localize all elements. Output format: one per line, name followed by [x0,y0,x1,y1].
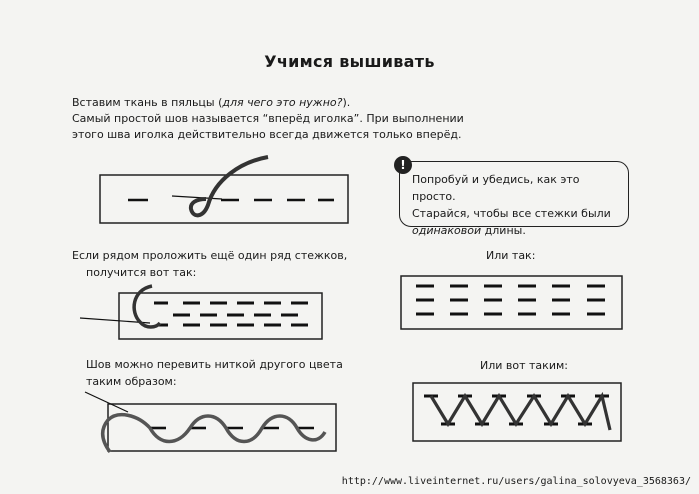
intro-line-1-start: Вставим ткань в пяльцы ( [72,96,223,109]
fabric-strip-zigzag-stitch [413,383,621,441]
intro-line-1-end: ). [342,96,351,109]
intro-text [72,95,492,143]
needle-thread-icon [172,157,268,215]
fabric-strip-double-row [80,286,322,339]
fabric-strip-running-stitch [100,175,348,223]
exclamation-icon: ! [394,156,412,174]
intro-line-1 [72,95,492,111]
caption-twist-line-1: Шов можно перевить ниткой другого цвета [86,358,343,371]
caption-twist [86,356,343,390]
tip-box [399,161,629,237]
caption-second-row-line-2: получится вот так: [86,266,197,279]
tip-line-3-end: длины. [481,224,526,237]
caption-second-row [72,247,347,281]
intro-line-2: Самый простой шов называется “вперёд иголка”. При выполнении [72,112,464,125]
caption-twist-line-2: таким образом: [86,375,177,388]
tip-line-1: Попробуй и убедись, как это просто. [412,173,580,203]
fabric-strip-triple-row [401,276,622,329]
intro-line-3: этого шва иголка действительно всегда движется только вперёд. [72,128,462,141]
source-url: http://www.liveinternet.ru/users/galina_solovyeva_3568363/ [341,476,691,487]
tip-line-3-italic: одинаковой [412,224,482,237]
page-title: Учимся вышивать [264,52,435,71]
intro-line-1-italic: для чего это нужно? [222,96,343,109]
tip-line-3 [412,222,616,239]
caption-or-this: Или так: [486,249,536,262]
fabric-strip-whipped-stitch [85,392,336,452]
tip-line-2: Старайся, чтобы все стежки были [412,207,611,220]
caption-second-row-line-1: Если рядом проложить ещё один ряд стежков, [72,249,348,262]
caption-or-like-this: Или вот таким: [480,359,568,372]
